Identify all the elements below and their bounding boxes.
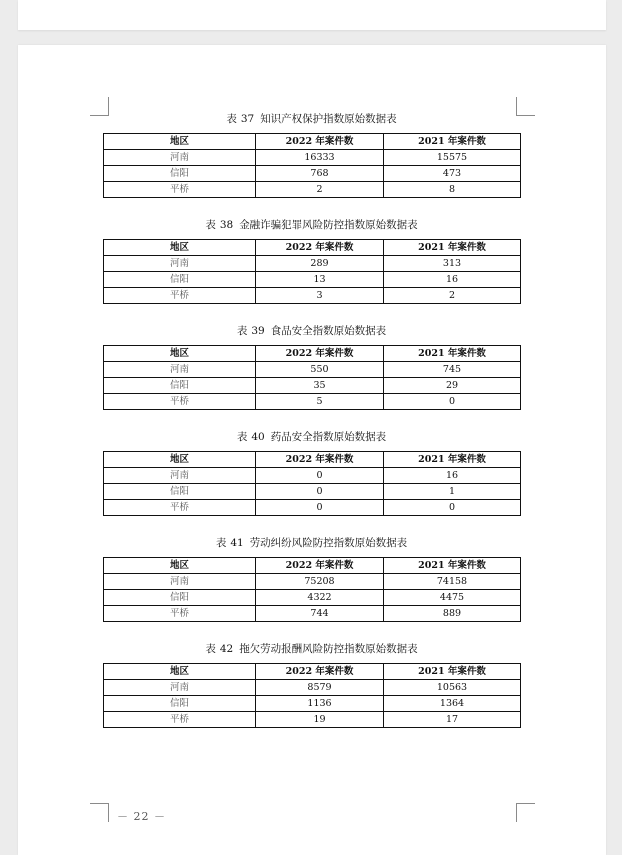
table-row xyxy=(104,378,521,394)
table-header-cell: 2022 年案件数 xyxy=(256,346,384,362)
table-header-cell: 2022 年案件数 xyxy=(256,452,384,468)
data-table xyxy=(103,133,521,198)
value-cell: 1364 xyxy=(384,696,521,712)
table-row xyxy=(104,680,521,696)
table-header-cell: 2021 年案件数 xyxy=(384,452,521,468)
region-cell: 河南 xyxy=(104,574,256,590)
crop-mark-bottom-left xyxy=(90,803,109,822)
region-cell: 信阳 xyxy=(104,166,256,182)
table-row xyxy=(104,288,521,304)
data-table xyxy=(103,239,521,304)
value-cell: 74158 xyxy=(384,574,521,590)
table-header-cell: 2021 年案件数 xyxy=(384,346,521,362)
table-caption-number: 42 xyxy=(219,643,234,655)
region-cell: 信阳 xyxy=(104,484,256,500)
region-cell: 平桥 xyxy=(104,288,256,304)
table-header-row xyxy=(104,452,521,468)
table-header-row xyxy=(104,558,521,574)
value-cell: 75208 xyxy=(256,574,384,590)
table-caption-number: 39 xyxy=(251,325,265,337)
region-cell: 平桥 xyxy=(104,500,256,516)
region-cell: 信阳 xyxy=(104,272,256,288)
value-cell: 0 xyxy=(256,500,384,516)
table-section xyxy=(103,217,520,304)
region-cell: 河南 xyxy=(104,362,256,378)
table-header-row xyxy=(104,346,521,362)
table-row xyxy=(104,256,521,272)
table-caption-label: 表 xyxy=(205,643,216,655)
table-caption-label: 表 xyxy=(236,431,248,443)
region-cell: 平桥 xyxy=(104,182,256,198)
table-header-row xyxy=(104,664,521,680)
value-cell: 2 xyxy=(256,182,384,198)
data-table xyxy=(103,345,521,410)
table-caption-title: 药品安全指数原始数据表 xyxy=(270,431,387,443)
value-cell: 2 xyxy=(384,288,521,304)
table-row xyxy=(104,182,521,198)
table-row xyxy=(104,500,521,516)
table-header-cell: 地区 xyxy=(104,664,256,680)
table-caption xyxy=(103,641,520,658)
table-caption xyxy=(103,323,520,340)
table-caption-title: 拖欠劳动报酬风险防控指数原始数据表 xyxy=(239,643,418,655)
table-section xyxy=(103,323,520,410)
table-header-cell: 地区 xyxy=(104,558,256,574)
crop-mark-bottom-right xyxy=(516,803,535,822)
table-header-row xyxy=(104,134,521,150)
table-row xyxy=(104,590,521,606)
table-caption-label: 表 xyxy=(236,325,248,337)
table-section xyxy=(103,641,520,728)
previous-page-edge xyxy=(18,0,606,30)
value-cell: 15575 xyxy=(384,150,521,166)
table-caption-number: 37 xyxy=(240,113,255,125)
table-header-cell: 地区 xyxy=(104,134,256,150)
region-cell: 平桥 xyxy=(104,606,256,622)
table-row xyxy=(104,394,521,410)
value-cell: 13 xyxy=(256,272,384,288)
table-row xyxy=(104,696,521,712)
value-cell: 8579 xyxy=(256,680,384,696)
value-cell: 0 xyxy=(256,484,384,500)
table-caption-number: 38 xyxy=(219,219,234,231)
table-header-cell: 地区 xyxy=(104,452,256,468)
table-caption-number: 40 xyxy=(251,431,265,443)
table-caption-label: 表 xyxy=(226,113,237,125)
table-row xyxy=(104,166,521,182)
value-cell: 745 xyxy=(384,362,521,378)
value-cell: 16333 xyxy=(256,150,384,166)
table-caption-title: 劳动纠纷风险防控指数原始数据表 xyxy=(249,537,408,549)
table-header-cell: 地区 xyxy=(104,240,256,256)
table-caption-number: 41 xyxy=(230,537,244,549)
table-row xyxy=(104,606,521,622)
table-section xyxy=(103,111,520,198)
value-cell: 8 xyxy=(384,182,521,198)
value-cell: 473 xyxy=(384,166,521,182)
region-cell: 信阳 xyxy=(104,378,256,394)
table-caption-title: 食品安全指数原始数据表 xyxy=(270,325,387,337)
value-cell: 0 xyxy=(384,394,521,410)
table-header-cell: 2021 年案件数 xyxy=(384,558,521,574)
document-page xyxy=(18,45,606,855)
value-cell: 17 xyxy=(384,712,521,728)
value-cell: 19 xyxy=(256,712,384,728)
value-cell: 10563 xyxy=(384,680,521,696)
table-caption-label: 表 xyxy=(215,537,227,549)
table-header-cell: 2022 年案件数 xyxy=(256,134,384,150)
table-section xyxy=(103,429,520,516)
region-cell: 河南 xyxy=(104,680,256,696)
table-header-cell: 2021 年案件数 xyxy=(384,240,521,256)
table-caption xyxy=(103,429,520,446)
value-cell: 1 xyxy=(384,484,521,500)
region-cell: 平桥 xyxy=(104,712,256,728)
value-cell: 4475 xyxy=(384,590,521,606)
table-header-cell: 2022 年案件数 xyxy=(256,240,384,256)
region-cell: 河南 xyxy=(104,150,256,166)
table-header-cell: 2021 年案件数 xyxy=(384,134,521,150)
value-cell: 744 xyxy=(256,606,384,622)
table-caption xyxy=(103,535,520,552)
table-header-cell: 2022 年案件数 xyxy=(256,558,384,574)
table-header-cell: 2022 年案件数 xyxy=(256,664,384,680)
table-row xyxy=(104,150,521,166)
table-row xyxy=(104,468,521,484)
value-cell: 768 xyxy=(256,166,384,182)
value-cell: 5 xyxy=(256,394,384,410)
value-cell: 550 xyxy=(256,362,384,378)
table-row xyxy=(104,574,521,590)
table-row xyxy=(104,484,521,500)
table-section xyxy=(103,535,520,622)
value-cell: 29 xyxy=(384,378,521,394)
value-cell: 313 xyxy=(384,256,521,272)
region-cell: 河南 xyxy=(104,468,256,484)
region-cell: 信阳 xyxy=(104,696,256,712)
table-row xyxy=(104,272,521,288)
data-table xyxy=(103,557,521,622)
region-cell: 河南 xyxy=(104,256,256,272)
region-cell: 平桥 xyxy=(104,394,256,410)
data-table xyxy=(103,663,521,728)
value-cell: 889 xyxy=(384,606,521,622)
table-header-row xyxy=(104,240,521,256)
page-number: － 22 － xyxy=(117,810,166,823)
table-row xyxy=(104,362,521,378)
table-header-cell: 地区 xyxy=(104,346,256,362)
value-cell: 289 xyxy=(256,256,384,272)
table-caption xyxy=(103,111,520,128)
value-cell: 35 xyxy=(256,378,384,394)
value-cell: 1136 xyxy=(256,696,384,712)
table-caption-title: 知识产权保护指数原始数据表 xyxy=(260,113,397,125)
table-caption-title: 金融诈骗犯罪风险防控指数原始数据表 xyxy=(239,219,418,231)
value-cell: 3 xyxy=(256,288,384,304)
table-caption-label: 表 xyxy=(205,219,216,231)
value-cell: 0 xyxy=(384,500,521,516)
table-header-cell: 2021 年案件数 xyxy=(384,664,521,680)
value-cell: 4322 xyxy=(256,590,384,606)
region-cell: 信阳 xyxy=(104,590,256,606)
data-table xyxy=(103,451,521,516)
table-row xyxy=(104,712,521,728)
value-cell: 16 xyxy=(384,272,521,288)
value-cell: 16 xyxy=(384,468,521,484)
table-caption xyxy=(103,217,520,234)
value-cell: 0 xyxy=(256,468,384,484)
